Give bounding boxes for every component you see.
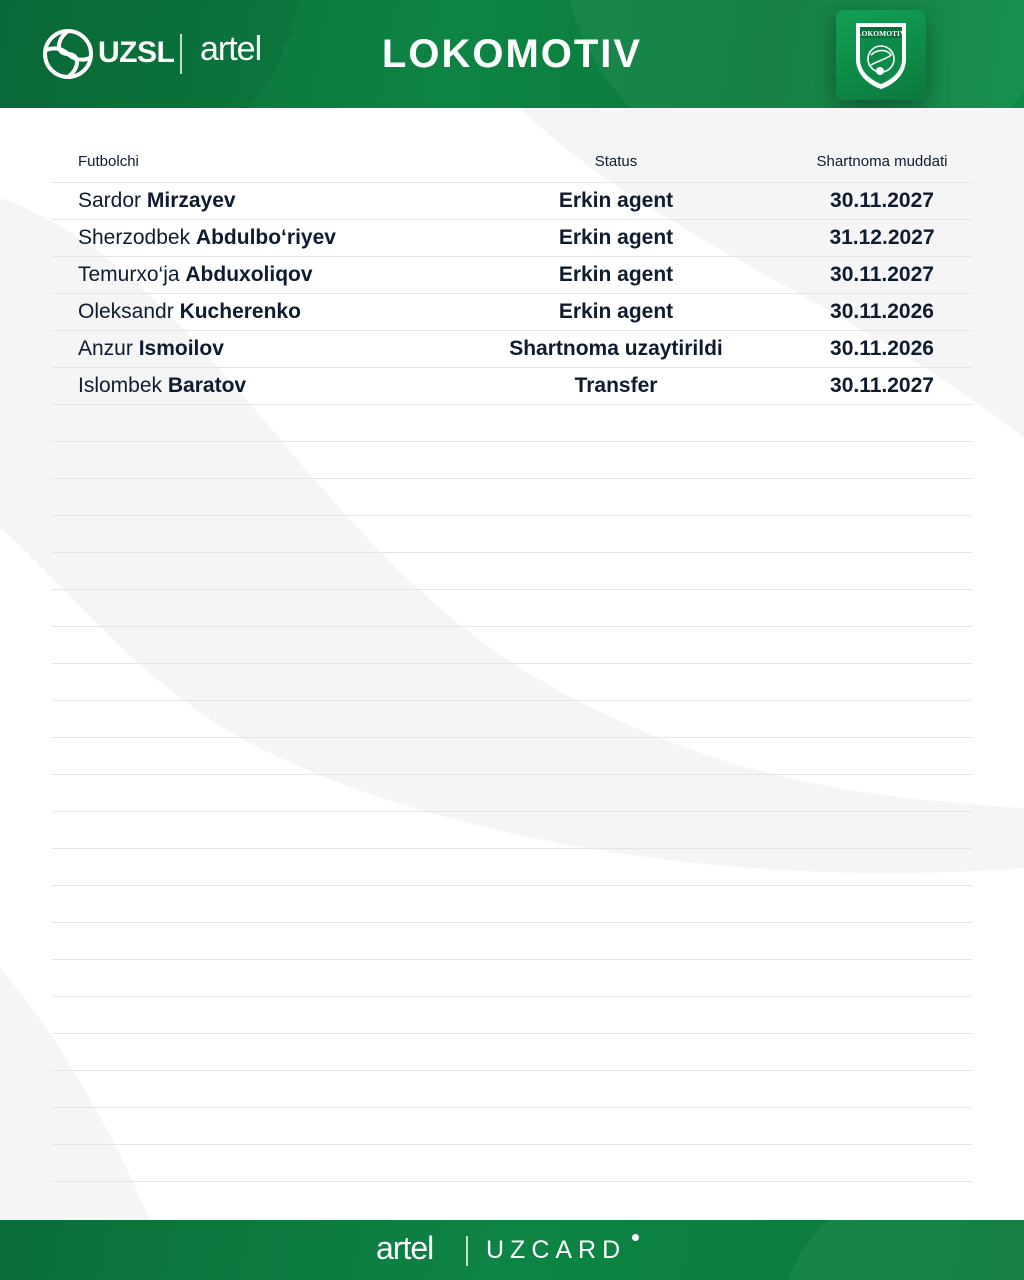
table-row — [52, 367, 972, 404]
crest-label: LOKOMOTIV — [856, 29, 906, 38]
empty-table-row — [52, 737, 972, 774]
player-first-name: Oleksandr — [78, 300, 174, 323]
player-last-name: Baratov — [167, 374, 247, 397]
column-header-contract: Shartnoma muddati — [816, 153, 948, 170]
uzcard-dot-icon — [632, 1234, 639, 1241]
table-header — [52, 146, 972, 182]
page-title: LOKOMOTIV — [381, 32, 643, 76]
empty-table-row — [52, 626, 972, 663]
player-first-name: Sherzodbek — [78, 226, 191, 249]
footer-bar — [0, 1220, 1024, 1280]
player-name — [78, 373, 246, 399]
empty-table-row — [52, 1070, 972, 1107]
player-first-name: Temurxo‘ja — [78, 263, 180, 286]
player-first-name: Islombek — [78, 374, 163, 397]
empty-table-row — [52, 848, 972, 885]
contract-end-date: 31.12.2027 — [829, 226, 935, 249]
empty-table-row — [52, 441, 972, 478]
empty-rows — [52, 404, 972, 1181]
player-first-name: Sardor — [78, 189, 142, 212]
empty-table-row — [52, 1107, 972, 1144]
player-name — [78, 225, 336, 251]
empty-table-row — [52, 700, 972, 737]
footer-divider — [466, 1236, 468, 1266]
contract-end-date: 30.11.2026 — [830, 337, 934, 360]
empty-table-row — [52, 663, 972, 700]
uzsl-wordmark: UZSL — [98, 36, 175, 69]
empty-table-row — [52, 1033, 972, 1070]
header-bar — [0, 0, 1024, 108]
player-name — [78, 336, 224, 362]
table-row — [52, 219, 972, 256]
club-crest-icon — [853, 19, 909, 91]
player-status: Erkin agent — [558, 263, 674, 286]
table-row — [52, 330, 972, 367]
table-bottom-rule — [52, 1181, 972, 1182]
empty-table-row — [52, 404, 972, 441]
uzcard-wordmark: UZCARD — [486, 1236, 627, 1264]
player-name — [78, 188, 236, 214]
player-status-table — [52, 146, 972, 1182]
table-row — [52, 293, 972, 330]
player-status: Transfer — [574, 374, 658, 397]
contract-end-date: 30.11.2027 — [830, 263, 934, 286]
empty-table-row — [52, 515, 972, 552]
contract-end-date: 30.11.2026 — [830, 300, 934, 323]
empty-table-row — [52, 811, 972, 848]
empty-table-row — [52, 552, 972, 589]
player-first-name: Anzur — [78, 337, 133, 360]
table-row — [52, 182, 972, 219]
player-last-name: Kucherenko — [179, 300, 301, 323]
player-last-name: Mirzayev — [146, 189, 236, 212]
player-last-name: Abduxoliqov — [185, 263, 313, 286]
footer-sheen — [780, 1220, 1024, 1280]
player-status: Erkin agent — [558, 226, 674, 249]
player-last-name: Abdulbo‘riyev — [195, 226, 336, 249]
empty-table-row — [52, 885, 972, 922]
player-name — [78, 299, 301, 325]
player-status: Erkin agent — [558, 189, 674, 212]
column-header-player: Futbolchi — [78, 153, 139, 170]
empty-table-row — [52, 959, 972, 996]
column-header-status: Status — [594, 153, 638, 170]
artel-wordmark-footer: artel — [376, 1230, 434, 1266]
empty-table-row — [52, 1144, 972, 1181]
empty-table-row — [52, 922, 972, 959]
player-status: Shartnoma uzaytirildi — [509, 337, 723, 360]
empty-table-row — [52, 589, 972, 626]
club-crest-badge — [836, 10, 926, 100]
player-last-name: Ismoilov — [138, 337, 224, 360]
empty-table-row — [52, 774, 972, 811]
empty-table-row — [52, 478, 972, 515]
table-row — [52, 256, 972, 293]
contract-end-date: 30.11.2027 — [830, 189, 934, 212]
player-name — [78, 262, 313, 288]
empty-table-row — [52, 996, 972, 1033]
artel-wordmark-header: artel — [200, 30, 262, 68]
player-status: Erkin agent — [558, 300, 674, 323]
contract-end-date: 30.11.2027 — [830, 374, 934, 397]
